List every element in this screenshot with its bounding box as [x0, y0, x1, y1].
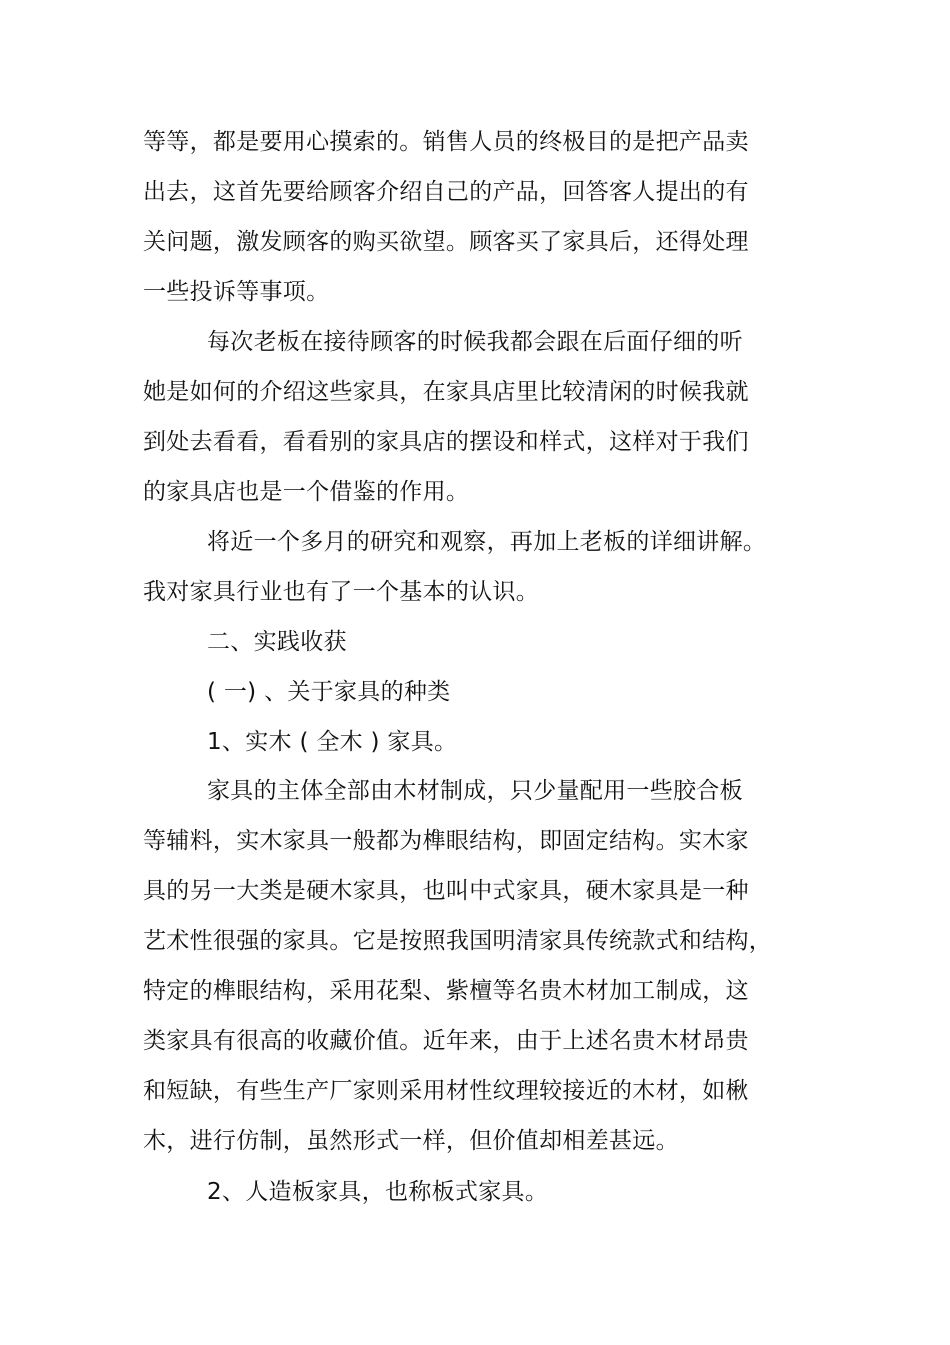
text-line: 我对家具行业也有了一个基本的认识。	[143, 579, 540, 605]
text-line: 等辅料，实木家具一般都为榫眼结构，即固定结构。实木家	[143, 828, 749, 854]
text-line: 类家具有很高的收藏价值。近年来，由于上述名贵木材昂贵	[143, 1028, 749, 1054]
text-line: 出去，这首先要给顾客介绍自己的产品，回答客人提出的有	[143, 179, 749, 205]
text-line: 具的另一大类是硬木家具，也叫中式家具，硬木家具是一种	[143, 878, 749, 904]
text-line: 的家具店也是一个借鉴的作用。	[143, 479, 470, 505]
item-heading: 2、人造板家具，也称板式家具。	[207, 1179, 549, 1205]
text-line: 一些投诉等事项。	[143, 279, 330, 305]
section-heading: 二、实践收获	[207, 629, 347, 655]
item-heading: 1、实木 ( 全木 ) 家具。	[207, 729, 458, 755]
text-line: 每次老板在接待顾客的时候我都会跟在后面仔细的听	[207, 329, 743, 355]
text-line: 特定的榫眼结构，采用花梨、紫檀等名贵木材加工制成，这	[143, 978, 749, 1004]
text-line: 关问题，激发顾客的购买欲望。顾客买了家具后，还得处理	[143, 229, 749, 255]
text-line: 将近一个多月的研究和观察，再加上老板的详细讲解。	[207, 529, 767, 555]
text-line: 木，进行仿制，虽然形式一样，但价值却相差甚远。	[143, 1128, 679, 1154]
text-line: 到处去看看，看看别的家具店的摆设和样式，这样对于我们	[143, 429, 749, 455]
text-line: 等等，都是要用心摸索的。销售人员的终极目的是把产品卖	[143, 129, 749, 155]
text-line: 家具的主体全部由木材制成，只少量配用一些胶合板	[207, 778, 743, 804]
text-line: 和短缺，有些生产厂家则采用材性纹理较接近的木材，如楸	[143, 1078, 749, 1104]
text-line: 艺术性很强的家具。它是按照我国明清家具传统款式和结构，	[143, 928, 773, 954]
subsection-heading: ( 一) 、关于家具的种类	[207, 679, 451, 705]
text-line: 她是如何的介绍这些家具，在家具店里比较清闲的时候我就	[143, 379, 749, 405]
